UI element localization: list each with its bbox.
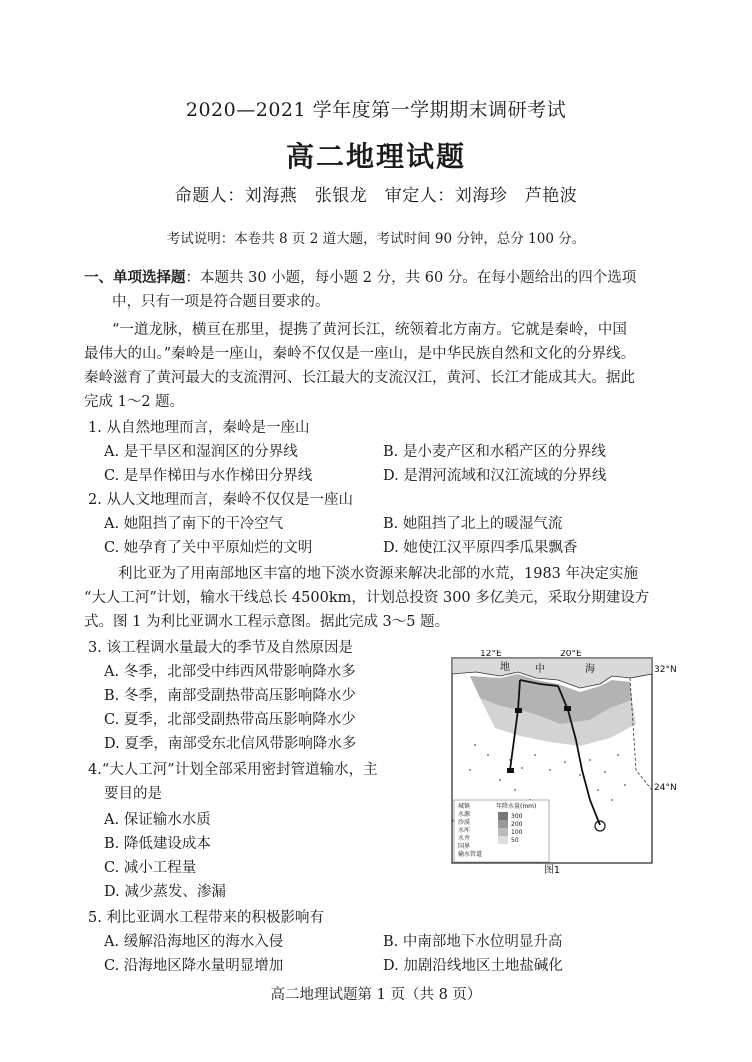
legend-scale: 50 <box>511 837 519 844</box>
q1-option-d: D. 是渭河流域和汉江流域的分界线 <box>383 468 607 484</box>
q2-stem: 2. 从人文地理而言，秦岭不仅仅是一座山 <box>88 492 353 508</box>
q3-option-a: A. 冬季，北部受中纬西风带影响降水多 <box>104 664 356 680</box>
legend-swatch <box>498 820 508 828</box>
legend-item: 输水管道 <box>458 851 483 858</box>
q2-option-b: B. 她阻挡了北上的暖湿气流 <box>383 516 563 532</box>
legend-item: 水库 <box>458 827 471 834</box>
section-intro-line2: 中，只有一项是符合题目要求的。 <box>112 294 330 310</box>
q5-stem: 5. 利比亚调水工程带来的积极影响有 <box>88 910 324 926</box>
sea-label: 中 <box>535 664 545 675</box>
legend-scale: 300 <box>511 813 523 820</box>
q1-stem: 1. 从自然地理而言，秦岭是一座山 <box>88 420 310 436</box>
q2-option-d: D. 她使江汉平原四季瓜果飘香 <box>383 540 578 556</box>
passage2-line: 利比亚为了用南部地区丰富的地下淡水资源来解决北部的水荒，1983 年决定实施 <box>118 566 639 582</box>
q2-option-a: A. 她阻挡了南下的干冷空气 <box>104 516 284 532</box>
section-heading-line <box>84 268 636 288</box>
passage2-line: 式。图 1 为利比亚调水工程示意图。据此完成 3～5 题。 <box>84 614 450 630</box>
q4-option-b: B. 降低建设成本 <box>104 836 211 852</box>
passage1-line: 秦岭滋育了黄河最大的支流渭河、长江最大的支流汉江，黄河、长江才能成其大。据此 <box>84 370 635 386</box>
legend-item: 国界 <box>458 843 471 850</box>
exam-title-line: 2020—2021 学年度第一学期期末调研考试 <box>185 99 567 121</box>
figure-caption: 图1 <box>543 865 561 875</box>
q5-option-a: A. 缓解沿海地区的海水入侵 <box>104 934 284 950</box>
q5-option-d: D. 加剧沿线地区土地盐碱化 <box>383 958 563 974</box>
legend-item: 城镇 <box>458 803 471 810</box>
q5-option-b: B. 中南部地下水位明显升高 <box>383 934 563 950</box>
lat-label-top: 32°N <box>654 665 677 675</box>
q3-stem: 3. 该工程调水量最大的季节及自然原因是 <box>88 640 353 656</box>
q1-option-b: B. 是小麦产区和水稻产区的分界线 <box>383 444 606 460</box>
exam-note: 考试说明：本卷共 8 页 2 道大题，考试时间 90 分钟，总分 100 分。 <box>166 231 586 247</box>
q4-stem: 4.“大人工河”计划全部采用密封管道输水，主 <box>88 762 378 778</box>
legend-swatch <box>498 812 508 820</box>
q1-option-a: A. 是干旱区和湿润区的分界线 <box>104 444 298 460</box>
legend-scale: 200 <box>511 821 523 828</box>
q5-option-c: C. 沿海地区降水量明显增加 <box>104 958 284 974</box>
lon-label-left: 12°E <box>480 650 502 659</box>
passage2-line: “大人工河”计划，输水干线总长 4500km，计划总投资 300 多亿美元，采取分期建设方 <box>84 590 650 606</box>
reservoir-marker <box>515 708 522 713</box>
q4-option-a: A. 保证输水水质 <box>104 812 211 828</box>
q4-option-d: D. 减少蒸发、渗漏 <box>104 884 226 900</box>
reservoir-marker <box>564 706 571 711</box>
lat-label-bottom: 24°N <box>654 783 677 793</box>
q1-option-c: C. 是旱作梯田与水作梯田分界线 <box>104 468 313 484</box>
map-legend <box>454 800 549 862</box>
q4-option-c: C. 减小工程量 <box>104 860 197 876</box>
reservoir-marker <box>507 768 514 773</box>
passage1-line: 完成 1～2 题。 <box>84 394 185 410</box>
legend-scale: 100 <box>511 829 523 836</box>
passage1-line: 最伟大的山。”秦岭是一座山，秦岭不仅仅是一座山，是中华民族自然和文化的分界线。 <box>84 346 636 362</box>
passage1-line: “一道龙脉，横亘在那里，提携了黄河长江，统领着北方南方。它就是秦岭，中国 <box>112 322 627 338</box>
legend-swatch <box>498 828 508 836</box>
legend-item: 水源 <box>458 811 471 818</box>
q4-stem-line2: 要目的是 <box>104 786 162 802</box>
page-footer: 高二地理试题第 1 页（共 8 页） <box>270 987 482 1003</box>
sea-label: 地 <box>500 662 510 673</box>
legend-item: 水井 <box>458 835 471 842</box>
main-title: 高二地理试题 <box>285 140 466 173</box>
legend-swatch <box>498 836 508 844</box>
authors-line: 命题人：刘海燕 张银龙 审定人：刘海珍 芦艳波 <box>174 186 578 206</box>
legend-item: 沙漠 <box>458 819 471 826</box>
libya-water-map <box>440 650 680 875</box>
sea-label: 海 <box>585 664 595 675</box>
legend-title: 年降水量(mm) <box>496 803 537 810</box>
section-heading: 一、单项选择题 <box>84 270 186 286</box>
q3-option-b: B. 冬季，南部受副热带高压影响降水少 <box>104 688 356 704</box>
q3-option-d: D. 夏季，南部受东北信风带影响降水多 <box>104 736 357 752</box>
q3-option-c: C. 夏季，北部受副热带高压影响降水少 <box>104 712 356 728</box>
section-intro: ：本题共 30 小题，每小题 2 分，共 60 分。在每小题给出的四个选项 <box>185 270 637 286</box>
lon-label-right: 20°E <box>560 650 582 659</box>
q2-option-c: C. 她孕育了关中平原灿烂的文明 <box>104 540 313 556</box>
